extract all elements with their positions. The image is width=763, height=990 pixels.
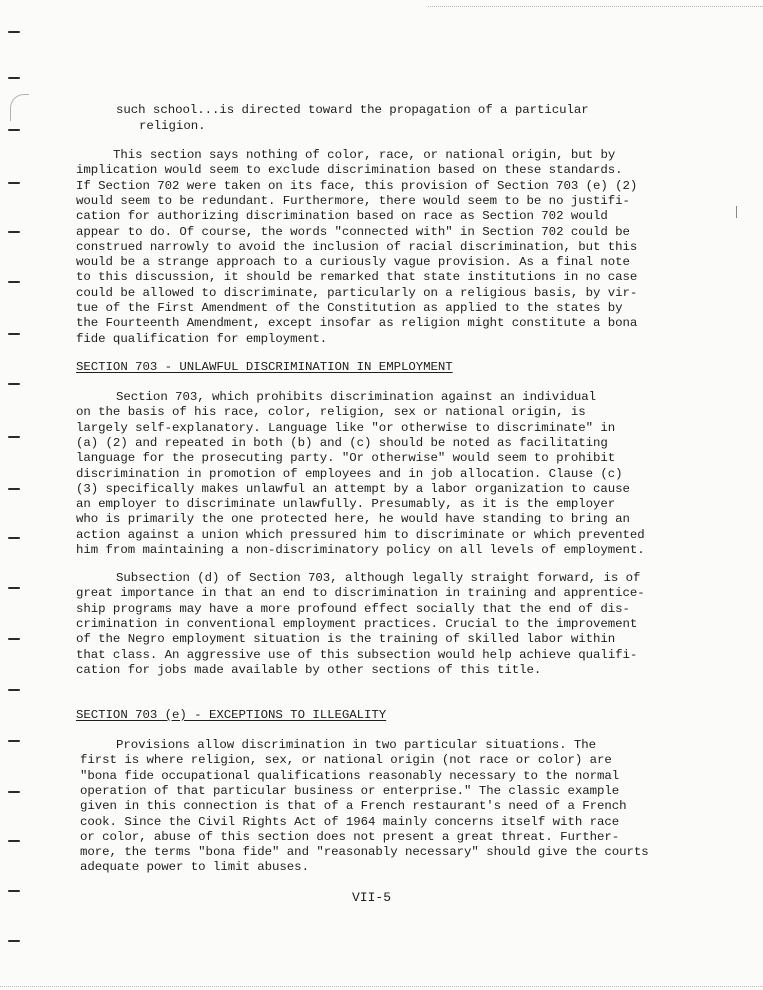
body-text-line: would seem to be redundant. Furthermore, there would seem to be no justifi-	[76, 193, 630, 208]
body-text-line: great importance in that an end to discrimination in training and apprentice-	[76, 586, 645, 601]
body-text-line: cation for authorizing discrimination based on race as Section 702 would	[76, 209, 608, 224]
body-text-line: operation of that particular business or enterprise." The classic example	[80, 783, 620, 798]
body-text-line: fide qualification for employment.	[76, 331, 328, 346]
body-text-line: largely self-explanatory. Language like "or otherwise to discriminate" in	[76, 420, 616, 435]
body-text-line: crimination in conventional employment practices. Crucial to the improvement	[76, 617, 638, 631]
body-text-line: If Section 702 were taken on its face, this provision of Section 703 (e) (2)	[76, 178, 638, 193]
body-text-line: action against a union which pressured him to discriminate or which prevented	[76, 527, 645, 542]
body-text-line: could be allowed to discriminate, particularly on a religious basis, by vir-	[76, 285, 638, 300]
body-text-line: "bona fide occupational qualifications reasonably necessary to the normal	[80, 768, 620, 783]
body-text-line: (a) (2) and repeated in both (b) and (c) should be noted as facilitating	[76, 435, 608, 450]
body-text-line: (3) specifically makes unlawful an attempt by a labor organization to cause	[76, 481, 630, 496]
body-text-line: more, the terms "bona fide" and "reasonably necessary" should give the courts	[80, 845, 649, 860]
section-heading: SECTION 703 (e) - EXCEPTIONS TO ILLEGALITY	[76, 708, 387, 722]
body-text-line: or color, abuse of this section does not present a great threat. Further-	[80, 829, 620, 844]
body-text-line: him from maintaining a non-discriminatory policy on all levels of employment.	[76, 543, 645, 557]
body-text-line: appear to do. Of course, the words "connected with" in Section 702 could be	[76, 224, 630, 239]
body-text-line: on the basis of his race, color, religion, sex or national origin, is	[76, 405, 586, 420]
body-text-line: such school...is directed toward the propagation of a particular	[116, 103, 589, 117]
body-text-line: tue of the First Amendment of the Constitution as applied to the states by	[76, 301, 623, 315]
body-text-line: implication would seem to exclude discrimination based on these standards.	[76, 163, 623, 178]
body-text-line: the Fourteenth Amendment, except insofar as religion might constitute a bona	[76, 316, 638, 331]
body-text-line: ship programs may have a more profound effect socially that the end of dis-	[76, 601, 630, 616]
body-text-line: of the Negro employment situation is the training of skilled labor within	[76, 632, 616, 647]
body-text-line: religion.	[139, 118, 206, 133]
body-text-line: given in this connection is that of a French restaurant's need of a French	[80, 799, 627, 814]
body-text-line: construed narrowly to avoid the inclusion of racial discrimination, but this	[76, 239, 638, 254]
body-text-line: first is where religion, sex, or national origin (not race or color) are	[80, 753, 612, 768]
body-text-line: cook. Since the Civil Rights Act of 1964 mainly concerns itself with race	[80, 814, 620, 829]
body-text-line: adequate power to limit abuses.	[80, 860, 309, 875]
body-text-line: that class. An aggressive use of this subsection would help achieve qualifi-	[76, 647, 638, 662]
body-text-line: would be a strange approach to a curiously vague provision. As a final note	[76, 255, 630, 270]
body-text-line: cation for jobs made available by other sections of this title.	[76, 663, 542, 678]
body-text-line: Subsection (d) of Section 703, although legally straight forward, is of	[116, 571, 641, 585]
body-text-line: Section 703, which prohibits discrimination against an individual	[116, 390, 597, 404]
body-text-line: an employer to discriminate unlawfully. Presumably, as it is the employer	[76, 497, 616, 512]
body-text-line: Provisions allow discrimination in two particular situations. The	[116, 738, 597, 752]
body-text-line: This section says nothing of color, race, or national origin, but by	[113, 148, 616, 162]
body-text-line: to this discussion, it should be remarked that state institutions in no case	[76, 270, 638, 285]
body-text-line: discrimination in promotion of employees and in job allocation. Clause (c)	[76, 466, 623, 481]
body-text-line: who is primarily the one protected here, he would have standing to bring an	[76, 512, 630, 527]
page-number: VII-5	[352, 890, 392, 905]
section-heading: SECTION 703 - UNLAWFUL DISCRIMINATION IN EMPLOYMENT	[76, 360, 453, 374]
body-text-line: language for the prosecuting party. "Or otherwise" would seem to prohibit	[76, 451, 616, 466]
